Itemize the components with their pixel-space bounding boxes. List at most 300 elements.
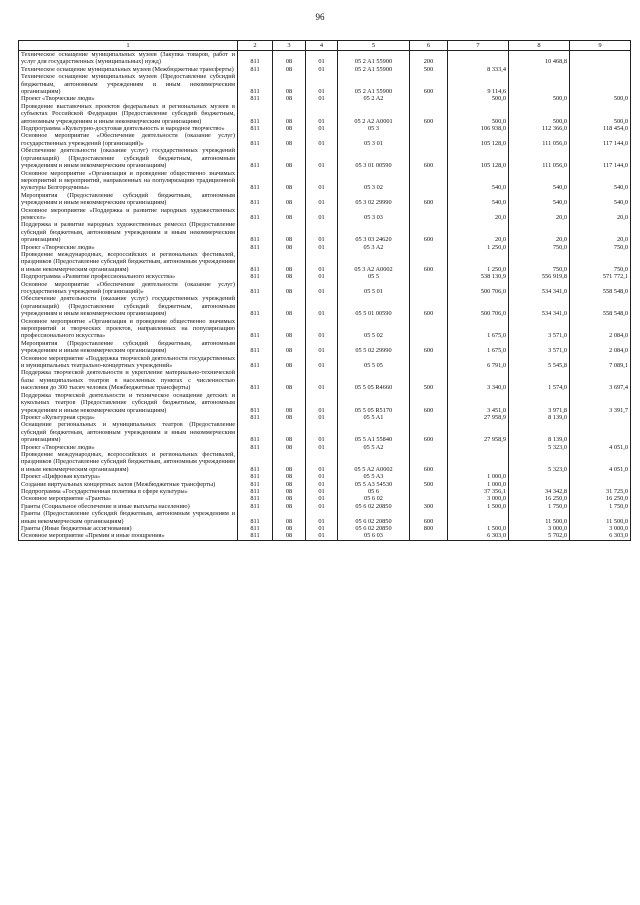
ministry-code-cell: 811 — [238, 392, 273, 414]
amount-year-3-cell: 2 084,0 — [570, 340, 631, 355]
amount-year-2-cell — [509, 73, 570, 95]
subsection-code-cell: 01 — [306, 481, 338, 488]
table-row — [19, 51, 631, 66]
target-article-code-cell: 05 6 03 — [338, 532, 410, 540]
item-name-cell: Подпрограмма «Культурно-досуговая деятельность и народное творчество» — [19, 125, 238, 132]
section-code-cell: 08 — [273, 444, 306, 451]
item-name-cell: Гранты (Предоставление субсидий бюджетным, автономным учреждениям и иным некоммерческим организациям) — [19, 510, 238, 525]
amount-year-1-cell: 6 791,0 — [448, 355, 509, 370]
subsection-code-cell: 01 — [306, 170, 338, 192]
amount-year-3-cell: 3 391,7 — [570, 392, 631, 414]
item-name-cell: Подпрограмма «Государственная политика в сфере культуры» — [19, 488, 238, 495]
expense-type-code-cell: 200 — [410, 51, 448, 66]
amount-year-3-cell: 117 144,0 — [570, 147, 631, 169]
subsection-code-cell: 01 — [306, 295, 338, 317]
subsection-code-cell: 01 — [306, 281, 338, 296]
table-row — [19, 532, 631, 540]
item-name-cell: Подпрограмма «Развитие профессионального искусства» — [19, 273, 238, 280]
expense-type-code-cell: 600 — [410, 147, 448, 169]
target-article-code-cell: 05 3 03 — [338, 207, 410, 222]
amount-year-2-cell: 111 056,0 — [509, 147, 570, 169]
table-row — [19, 281, 631, 296]
target-article-code-cell: 05 3 A2 A0002 — [338, 251, 410, 273]
item-name-cell: Проект «Творческие люди» — [19, 444, 238, 451]
amount-year-2-cell: 556 919,8 — [509, 273, 570, 280]
table-row — [19, 95, 631, 102]
ministry-code-cell: 811 — [238, 103, 273, 125]
amount-year-3-cell — [570, 473, 631, 480]
ministry-code-cell: 811 — [238, 66, 273, 73]
amount-year-2-cell — [509, 481, 570, 488]
ministry-code-cell: 811 — [238, 281, 273, 296]
item-name-cell: Проведение международных, всероссийских и региональных фестивалей, праздников (Предоставление субсидий бюджетным, автономным учреждениям и иным некоммерческим организациям) — [19, 251, 238, 273]
section-code-cell: 08 — [273, 495, 306, 502]
section-code-cell: 08 — [273, 170, 306, 192]
amount-year-2-cell: 3 571,0 — [509, 318, 570, 340]
table-row — [19, 473, 631, 480]
amount-year-1-cell: 27 958,9 — [448, 421, 509, 443]
amount-year-2-cell: 540,0 — [509, 192, 570, 207]
subsection-code-cell: 01 — [306, 532, 338, 540]
amount-year-3-cell: 20,0 — [570, 207, 631, 222]
section-code-cell: 08 — [273, 451, 306, 473]
amount-year-3-cell: 118 454,0 — [570, 125, 631, 132]
ministry-code-cell: 811 — [238, 444, 273, 451]
section-code-cell: 08 — [273, 192, 306, 207]
table-row — [19, 295, 631, 317]
amount-year-3-cell — [570, 414, 631, 421]
section-code-cell: 08 — [273, 95, 306, 102]
budget-table — [18, 40, 631, 541]
amount-year-1-cell: 500,0 — [448, 95, 509, 102]
amount-year-1-cell: 1 000,0 — [448, 473, 509, 480]
item-name-cell: Проект «Культурная среда» — [19, 414, 238, 421]
item-name-cell: Мероприятия (Предоставление субсидий бюджетным, автономным учреждениям и иным некоммерческим организациям) — [19, 192, 238, 207]
ministry-code-cell: 811 — [238, 355, 273, 370]
target-article-code-cell: 05 5 01 00590 — [338, 295, 410, 317]
amount-year-3-cell: 31 725,0 — [570, 488, 631, 495]
subsection-code-cell: 01 — [306, 66, 338, 73]
amount-year-2-cell: 8 139,0 — [509, 414, 570, 421]
ministry-code-cell: 811 — [238, 421, 273, 443]
amount-year-1-cell: 106 938,0 — [448, 125, 509, 132]
table-row — [19, 147, 631, 169]
expense-type-code-cell — [410, 170, 448, 192]
subsection-code-cell: 01 — [306, 444, 338, 451]
target-article-code-cell: 05 5 A3 54530 — [338, 481, 410, 488]
column-header: 9 — [570, 41, 631, 51]
ministry-code-cell: 811 — [238, 481, 273, 488]
target-article-code-cell: 05 5 01 — [338, 281, 410, 296]
amount-year-1-cell — [448, 510, 509, 525]
amount-year-2-cell: 3 000,0 — [509, 525, 570, 532]
target-article-code-cell: 05 3 — [338, 125, 410, 132]
target-article-code-cell: 05 3 02 29990 — [338, 192, 410, 207]
table-row — [19, 73, 631, 95]
amount-year-3-cell: 558 548,0 — [570, 295, 631, 317]
subsection-code-cell: 01 — [306, 221, 338, 243]
ministry-code-cell: 811 — [238, 488, 273, 495]
table-row — [19, 273, 631, 280]
target-article-code-cell: 05 5 A1 — [338, 414, 410, 421]
amount-year-1-cell: 1 250,0 — [448, 244, 509, 251]
table-row — [19, 510, 631, 525]
target-article-code-cell: 05 2 A1 55900 — [338, 51, 410, 66]
item-name-cell: Проведение выставочных проектов федеральных и региональных музеев в субъектах Российской Федерации (Предоставление субсидий бюджетным, автономным учреждениям и иным некоммерческим организациям) — [19, 103, 238, 125]
section-code-cell: 08 — [273, 295, 306, 317]
item-name-cell: Основное мероприятие «Гранты» — [19, 495, 238, 502]
amount-year-3-cell: 11 500,0 — [570, 510, 631, 525]
amount-year-3-cell: 571 772,1 — [570, 273, 631, 280]
subsection-code-cell: 01 — [306, 510, 338, 525]
section-code-cell: 08 — [273, 281, 306, 296]
section-code-cell: 08 — [273, 207, 306, 222]
amount-year-1-cell: 540,0 — [448, 192, 509, 207]
table-row — [19, 132, 631, 147]
amount-year-3-cell: 4 051,0 — [570, 444, 631, 451]
item-name-cell: Создание виртуальных концертных залов (Межбюджетные трансферты) — [19, 481, 238, 488]
expense-type-code-cell — [410, 125, 448, 132]
target-article-code-cell: 05 5 02 29990 — [338, 340, 410, 355]
section-code-cell: 08 — [273, 421, 306, 443]
amount-year-2-cell: 1 750,0 — [509, 503, 570, 510]
table-row — [19, 66, 631, 73]
subsection-code-cell: 01 — [306, 244, 338, 251]
expense-type-code-cell: 600 — [410, 251, 448, 273]
section-code-cell: 08 — [273, 318, 306, 340]
amount-year-3-cell: 750,0 — [570, 251, 631, 273]
section-code-cell: 08 — [273, 525, 306, 532]
expense-type-code-cell: 600 — [410, 451, 448, 473]
amount-year-3-cell: 3 697,4 — [570, 369, 631, 391]
table-row — [19, 125, 631, 132]
subsection-code-cell: 01 — [306, 473, 338, 480]
target-article-code-cell: 05 5 05 R4660 — [338, 369, 410, 391]
subsection-code-cell: 01 — [306, 103, 338, 125]
subsection-code-cell: 01 — [306, 207, 338, 222]
ministry-code-cell: 811 — [238, 125, 273, 132]
subsection-code-cell: 01 — [306, 147, 338, 169]
subsection-code-cell: 01 — [306, 525, 338, 532]
table-row — [19, 421, 631, 443]
ministry-code-cell: 811 — [238, 170, 273, 192]
target-article-code-cell: 05 6 02 20850 — [338, 525, 410, 532]
amount-year-2-cell — [509, 473, 570, 480]
table-row — [19, 488, 631, 495]
table-row — [19, 251, 631, 273]
target-article-code-cell: 05 6 02 — [338, 495, 410, 502]
column-header: 2 — [238, 41, 273, 51]
section-code-cell: 08 — [273, 221, 306, 243]
subsection-code-cell: 01 — [306, 192, 338, 207]
ministry-code-cell: 811 — [238, 192, 273, 207]
item-name-cell: Гранты (Иные бюджетные ассигнования) — [19, 525, 238, 532]
amount-year-3-cell: 4 051,0 — [570, 451, 631, 473]
section-code-cell: 08 — [273, 66, 306, 73]
amount-year-3-cell: 500,0 — [570, 103, 631, 125]
section-code-cell: 08 — [273, 532, 306, 540]
ministry-code-cell: 811 — [238, 132, 273, 147]
table-row — [19, 503, 631, 510]
item-name-cell: Обеспечение деятельности (оказание услуг) государственных учреждений (организаций) (Предоставление субсидий бюджетным, автономным учреждениям и иным некоммерческим организациям) — [19, 147, 238, 169]
target-article-code-cell: 05 5 A3 — [338, 473, 410, 480]
page-number: 96 — [315, 12, 325, 22]
amount-year-1-cell: 1 000,0 — [448, 481, 509, 488]
expense-type-code-cell — [410, 414, 448, 421]
amount-year-1-cell: 6 303,0 — [448, 532, 509, 540]
amount-year-2-cell: 750,0 — [509, 244, 570, 251]
expense-type-code-cell: 600 — [410, 421, 448, 443]
amount-year-3-cell: 540,0 — [570, 170, 631, 192]
table-row — [19, 170, 631, 192]
amount-year-1-cell — [448, 451, 509, 473]
ministry-code-cell: 811 — [238, 510, 273, 525]
amount-year-3-cell — [570, 421, 631, 443]
section-code-cell: 08 — [273, 273, 306, 280]
ministry-code-cell: 811 — [238, 340, 273, 355]
column-header: 4 — [306, 41, 338, 51]
amount-year-1-cell: 3 000,0 — [448, 495, 509, 502]
expense-type-code-cell — [410, 281, 448, 296]
expense-type-code-cell — [410, 318, 448, 340]
amount-year-2-cell: 3 571,0 — [509, 340, 570, 355]
item-name-cell: Оснащение региональных и муниципальных театров (Предоставление субсидий бюджетным, автономным учреждениям и иным некоммерческим организациям) — [19, 421, 238, 443]
amount-year-1-cell: 500 706,0 — [448, 281, 509, 296]
amount-year-3-cell: 750,0 — [570, 244, 631, 251]
expense-type-code-cell: 800 — [410, 525, 448, 532]
subsection-code-cell: 01 — [306, 273, 338, 280]
item-name-cell: Гранты (Социальное обеспечение и иные выплаты населению) — [19, 503, 238, 510]
amount-year-3-cell: 6 303,0 — [570, 532, 631, 540]
target-article-code-cell: 05 5 05 R5170 — [338, 392, 410, 414]
subsection-code-cell: 01 — [306, 421, 338, 443]
section-code-cell: 08 — [273, 488, 306, 495]
subsection-code-cell: 01 — [306, 51, 338, 66]
expense-type-code-cell — [410, 244, 448, 251]
table-row — [19, 221, 631, 243]
target-article-code-cell: 05 5 A1 55840 — [338, 421, 410, 443]
amount-year-3-cell: 7 089,1 — [570, 355, 631, 370]
section-code-cell: 08 — [273, 355, 306, 370]
subsection-code-cell: 01 — [306, 251, 338, 273]
amount-year-2-cell — [509, 66, 570, 73]
table-row — [19, 392, 631, 414]
amount-year-1-cell: 37 356,1 — [448, 488, 509, 495]
ministry-code-cell: 811 — [238, 451, 273, 473]
subsection-code-cell: 01 — [306, 73, 338, 95]
target-article-code-cell: 05 6 02 20850 — [338, 510, 410, 525]
ministry-code-cell: 811 — [238, 473, 273, 480]
table-row — [19, 340, 631, 355]
expense-type-code-cell: 600 — [410, 392, 448, 414]
expense-type-code-cell: 600 — [410, 192, 448, 207]
subsection-code-cell: 01 — [306, 392, 338, 414]
target-article-code-cell: 05 2 A2 — [338, 95, 410, 102]
amount-year-2-cell: 10 468,8 — [509, 51, 570, 66]
expense-type-code-cell — [410, 273, 448, 280]
section-code-cell: 08 — [273, 103, 306, 125]
amount-year-2-cell: 540,0 — [509, 170, 570, 192]
amount-year-1-cell: 20,0 — [448, 207, 509, 222]
ministry-code-cell: 811 — [238, 251, 273, 273]
amount-year-1-cell: 27 958,9 — [448, 414, 509, 421]
section-code-cell: 08 — [273, 392, 306, 414]
target-article-code-cell: 05 5 02 — [338, 318, 410, 340]
amount-year-3-cell: 1 750,0 — [570, 503, 631, 510]
item-name-cell: Поддержка творческой деятельности и укрепление материально-технической базы муниципальных театров в населенных пунктах с численностью населения до 300 тысяч человек (Межбюджетные трансферты) — [19, 369, 238, 391]
ministry-code-cell: 811 — [238, 221, 273, 243]
subsection-code-cell: 01 — [306, 132, 338, 147]
target-article-code-cell: 05 5 A2 — [338, 444, 410, 451]
amount-year-1-cell — [448, 51, 509, 66]
ministry-code-cell: 811 — [238, 207, 273, 222]
section-code-cell: 08 — [273, 132, 306, 147]
ministry-code-cell: 811 — [238, 495, 273, 502]
amount-year-1-cell: 105 128,0 — [448, 147, 509, 169]
table-row — [19, 355, 631, 370]
table-row — [19, 103, 631, 125]
table-row — [19, 525, 631, 532]
table-row — [19, 192, 631, 207]
target-article-code-cell: 05 3 02 — [338, 170, 410, 192]
ministry-code-cell: 811 — [238, 147, 273, 169]
column-header: 7 — [448, 41, 509, 51]
amount-year-3-cell: 2 084,0 — [570, 318, 631, 340]
item-name-cell: Проект «Цифровая культура» — [19, 473, 238, 480]
ministry-code-cell: 811 — [238, 95, 273, 102]
amount-year-1-cell: 105 128,0 — [448, 132, 509, 147]
subsection-code-cell: 01 — [306, 95, 338, 102]
subsection-code-cell: 01 — [306, 488, 338, 495]
amount-year-2-cell: 534 341,0 — [509, 281, 570, 296]
item-name-cell: Основное мероприятие «Поддержка творческой деятельности государственных и муниципальных театрально-концертных учреждений» — [19, 355, 238, 370]
expense-type-code-cell — [410, 488, 448, 495]
amount-year-1-cell: 3 340,0 — [448, 369, 509, 391]
amount-year-3-cell: 20,0 — [570, 221, 631, 243]
item-name-cell: Обеспечение деятельности (оказание услуг) государственных учреждений (организаций) (Предоставление субсидий бюджетным, автономным учреждениям и иным некоммерческим организациям) — [19, 295, 238, 317]
amount-year-1-cell: 3 451,0 — [448, 392, 509, 414]
column-header: 8 — [509, 41, 570, 51]
subsection-code-cell: 01 — [306, 355, 338, 370]
ministry-code-cell: 811 — [238, 244, 273, 251]
target-article-code-cell: 05 5 05 — [338, 355, 410, 370]
subsection-code-cell: 01 — [306, 414, 338, 421]
expense-type-code-cell: 600 — [410, 103, 448, 125]
table-row — [19, 318, 631, 340]
target-article-code-cell: 05 3 03 24620 — [338, 221, 410, 243]
subsection-code-cell: 01 — [306, 503, 338, 510]
amount-year-3-cell — [570, 66, 631, 73]
item-name-cell: Основное мероприятие «Обеспечение деятельности (оказание услуг) государственных учреждений (организаций)» — [19, 281, 238, 296]
subsection-code-cell: 01 — [306, 495, 338, 502]
column-header: 1 — [19, 41, 238, 51]
item-name-cell: Техническое оснащение муниципальных музеев (Межбюджетные трансферты) — [19, 66, 238, 73]
section-code-cell: 08 — [273, 414, 306, 421]
expense-type-code-cell: 500 — [410, 369, 448, 391]
amount-year-1-cell: 500,0 — [448, 103, 509, 125]
expense-type-code-cell: 600 — [410, 340, 448, 355]
ministry-code-cell: 811 — [238, 51, 273, 66]
item-name-cell: Проект «Творческие люди» — [19, 244, 238, 251]
section-code-cell: 08 — [273, 125, 306, 132]
amount-year-3-cell — [570, 73, 631, 95]
section-code-cell: 08 — [273, 369, 306, 391]
amount-year-1-cell: 8 333,4 — [448, 66, 509, 73]
amount-year-2-cell: 5 702,0 — [509, 532, 570, 540]
ministry-code-cell: 811 — [238, 525, 273, 532]
amount-year-2-cell: 534 341,0 — [509, 295, 570, 317]
amount-year-2-cell: 34 342,8 — [509, 488, 570, 495]
ministry-code-cell: 811 — [238, 295, 273, 317]
amount-year-2-cell: 11 500,0 — [509, 510, 570, 525]
section-code-cell: 08 — [273, 510, 306, 525]
amount-year-2-cell: 20,0 — [509, 221, 570, 243]
section-code-cell: 08 — [273, 340, 306, 355]
ministry-code-cell: 811 — [238, 273, 273, 280]
item-name-cell: Проведение международных, всероссийских и региональных фестивалей, праздников (Предоставление субсидий бюджетным, автономным учреждениям и иным некоммерческим организациям) — [19, 451, 238, 473]
amount-year-1-cell: 9 114,6 — [448, 73, 509, 95]
target-article-code-cell: 05 5 A2 A0002 — [338, 451, 410, 473]
amount-year-2-cell: 750,0 — [509, 251, 570, 273]
table-row — [19, 451, 631, 473]
amount-year-3-cell: 558 548,0 — [570, 281, 631, 296]
target-article-code-cell: 05 2 A2 A0001 — [338, 103, 410, 125]
expense-type-code-cell — [410, 532, 448, 540]
subsection-code-cell: 01 — [306, 451, 338, 473]
section-code-cell: 08 — [273, 473, 306, 480]
expense-type-code-cell: 500 — [410, 481, 448, 488]
expense-type-code-cell — [410, 207, 448, 222]
ministry-code-cell: 811 — [238, 503, 273, 510]
item-name-cell: Основное мероприятие «Поддержка и развитие народных художественных ремесел» — [19, 207, 238, 222]
amount-year-2-cell: 5 323,0 — [509, 444, 570, 451]
item-name-cell: Техническое оснащение муниципальных музеев (Закупка товаров, работ и услуг для государственных (муниципальных) нужд) — [19, 51, 238, 66]
table-row — [19, 244, 631, 251]
amount-year-1-cell: 1 500,0 — [448, 503, 509, 510]
amount-year-1-cell: 1 675,0 — [448, 318, 509, 340]
ministry-code-cell: 811 — [238, 73, 273, 95]
amount-year-2-cell: 1 574,0 — [509, 369, 570, 391]
item-name-cell: Основное мероприятие «Организация и проведение общественно значимых мероприятий и творческих проектов, направленных на популяризацию профессионального искусства» — [19, 318, 238, 340]
expense-type-code-cell — [410, 132, 448, 147]
item-name-cell: Основное мероприятие «Организация и проведение общественно значимых мероприятий и мероприятий, направленных на популяризацию традиционной культуры Белгородчины» — [19, 170, 238, 192]
column-header: 5 — [338, 41, 410, 51]
expense-type-code-cell: 600 — [410, 295, 448, 317]
subsection-code-cell: 01 — [306, 340, 338, 355]
amount-year-1-cell: 1 250,0 — [448, 251, 509, 273]
section-code-cell: 08 — [273, 251, 306, 273]
amount-year-1-cell: 1 500,0 — [448, 525, 509, 532]
amount-year-2-cell: 3 971,8 — [509, 392, 570, 414]
expense-type-code-cell — [410, 355, 448, 370]
section-code-cell: 08 — [273, 481, 306, 488]
amount-year-1-cell — [448, 444, 509, 451]
column-header: 3 — [273, 41, 306, 51]
table-row — [19, 495, 631, 502]
amount-year-3-cell: 500,0 — [570, 95, 631, 102]
amount-year-2-cell: 500,0 — [509, 95, 570, 102]
ministry-code-cell: 811 — [238, 369, 273, 391]
amount-year-2-cell: 5 545,8 — [509, 355, 570, 370]
amount-year-3-cell: 117 144,0 — [570, 132, 631, 147]
target-article-code-cell: 05 2 A1 55900 — [338, 73, 410, 95]
amount-year-1-cell: 538 130,9 — [448, 273, 509, 280]
item-name-cell: Проект «Творческие люди» — [19, 95, 238, 102]
amount-year-2-cell: 500,0 — [509, 103, 570, 125]
amount-year-1-cell: 1 675,0 — [448, 340, 509, 355]
target-article-code-cell: 05 2 A1 55900 — [338, 66, 410, 73]
section-code-cell: 08 — [273, 503, 306, 510]
